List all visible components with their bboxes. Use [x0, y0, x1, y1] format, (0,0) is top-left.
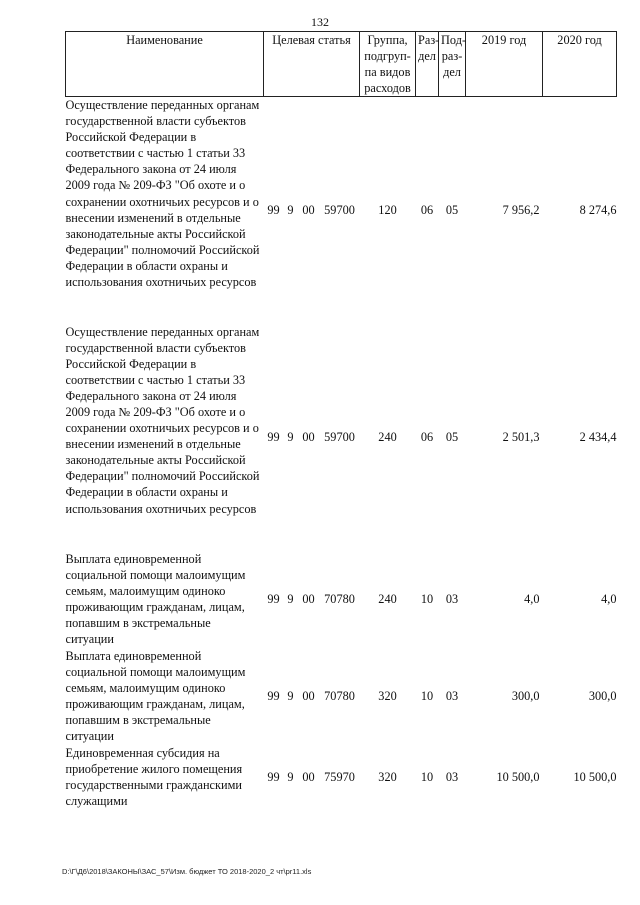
kbk-direction: 70780: [324, 591, 355, 606]
expense-group: 240: [378, 591, 397, 606]
section: 10: [420, 591, 434, 606]
kbk-subprogram: 9: [287, 429, 294, 444]
header-subsection: Под-раз-дел: [439, 32, 466, 97]
table-row: [66, 324, 617, 551]
table-row: [66, 551, 617, 648]
section: 06: [420, 203, 434, 218]
kbk-main-event: 00: [302, 591, 315, 606]
header-target-article: Целевая статья: [264, 32, 360, 97]
section: 10: [420, 770, 434, 785]
kbk-direction: 59700: [324, 203, 355, 218]
amount-2019: 7 956,2: [502, 203, 540, 218]
kbk-direction: 75970: [324, 770, 355, 785]
amount-2020: 4,0: [601, 591, 617, 606]
kbk-main-event: 00: [302, 203, 315, 218]
amount-2020: 10 500,0: [573, 770, 617, 785]
expense-group: 320: [378, 770, 397, 785]
amount-2020: 2 434,4: [579, 429, 617, 444]
section: 10: [420, 688, 434, 703]
subsection: 03: [445, 591, 459, 606]
file-path-footer: D:\Г\Д6\2018\ЗАКОНЫ\ЗАС_57\Изм. бюджет ТО 2018-2020_2 чт\pr11.xls: [62, 867, 312, 876]
amount-2019: 10 500,0: [496, 770, 540, 785]
table-header-row: [66, 32, 617, 97]
kbk-subprogram: 9: [287, 688, 294, 703]
amount-2020: 8 274,6: [579, 203, 617, 218]
amount-2019: 4,0: [524, 591, 540, 606]
row-name: Осуществление переданных органам государственной власти субъектов Российской Федерации в соответствии с частью 1 статьи 33 Федерального закона от 24 июля 2009 года № 209-ФЗ "Об охоте и о сохранении охотничьих ресурсов и о внесении изменений в отдельные законодательные акты Российской Федерации" полномочий Российской Федерации в области охраны и использования охотничьих ресурсов: [65, 324, 260, 516]
expense-group: 240: [378, 429, 397, 444]
row-name: Единовременная субсидия на приобретение жилого помещения государственными гражданскими служащими: [65, 745, 243, 808]
budget-table: [65, 31, 617, 811]
expense-group: 320: [378, 688, 397, 703]
row-name: Выплата единовременной социальной помощи малоимущим семьям, малоимущим одиноко проживающим гражданам, лицам, попавшим в экстремальные ситуации: [65, 648, 246, 743]
expense-group: 120: [378, 203, 397, 218]
header-expense-group: Группа, подгруп-па видов расходов: [360, 32, 416, 97]
table-row: [66, 745, 617, 811]
kbk-program: 99: [267, 591, 280, 606]
kbk-main-event: 00: [302, 429, 315, 444]
header-section: Раз-дел: [416, 32, 439, 97]
header-year-2019: 2019 год: [466, 32, 543, 97]
header-year-2020: 2020 год: [543, 32, 617, 97]
amount-2019: 300,0: [511, 688, 540, 703]
table-row: [66, 648, 617, 745]
kbk-program: 99: [267, 688, 280, 703]
section: 06: [420, 429, 434, 444]
subsection: 03: [445, 688, 459, 703]
kbk-subprogram: 9: [287, 591, 294, 606]
amount-2020: 300,0: [588, 688, 617, 703]
kbk-direction: 59700: [324, 429, 355, 444]
kbk-main-event: 00: [302, 688, 315, 703]
kbk-main-event: 00: [302, 770, 315, 785]
table-row: [66, 97, 617, 324]
subsection: 05: [445, 429, 459, 444]
page-number: 132: [311, 15, 329, 29]
kbk-direction: 70780: [324, 688, 355, 703]
kbk-subprogram: 9: [287, 203, 294, 218]
row-name: Выплата единовременной социальной помощи малоимущим семьям, малоимущим одиноко проживающим гражданам, лицам, попавшим в экстремальные ситуации: [65, 551, 246, 646]
kbk-program: 99: [267, 203, 280, 218]
kbk-subprogram: 9: [287, 770, 294, 785]
kbk-program: 99: [267, 429, 280, 444]
subsection: 05: [445, 203, 459, 218]
amount-2019: 2 501,3: [502, 429, 540, 444]
subsection: 03: [445, 770, 459, 785]
kbk-program: 99: [267, 770, 280, 785]
header-name: Наименование: [66, 32, 264, 97]
row-name: Осуществление переданных органам государственной власти субъектов Российской Федерации в соответствии с частью 1 статьи 33 Федерального закона от 24 июля 2009 года № 209-ФЗ "Об охоте и о сохранении охотничьих ресурсов и о внесении изменений в отдельные законодательные акты Российской Федерации" полномочий Российской Федерации в области охраны и использования охотничьих ресурсов: [65, 98, 260, 290]
